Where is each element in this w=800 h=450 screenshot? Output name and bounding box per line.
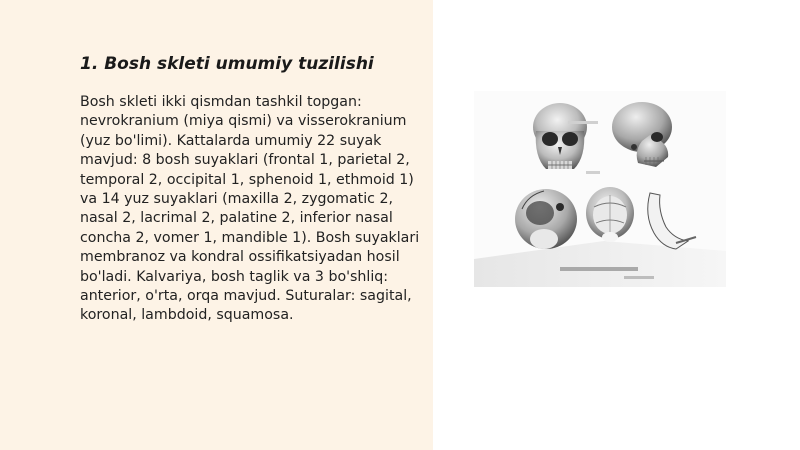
slide-body-text: Bosh skleti ikki qismdan tashkil topgan: nevrokranium (miya qismi) va visserokranium (yuz bo'limi). Kattalarda umumiy 22 suyak mavjud: 8 bosh suyaklari (frontal 1, parietal 2, temporal 2, occipital 1, sphenoid 1, ethmoid 1) va 14 yuz suyaklari (maxilla 2, zygomatic 2, nasal 2, lacrimal 2, palatine 2, inferior nasal concha 2, vomer 1, mandible 1). Bosh suyaklari membranoz va kondral ossifikatsiyadan hosil bo'ladi. Kalvariya, bosh taglik va 3 bo'shliq: anterior, o'rta, orqa mavjud. Suturalar: sagital, koronal, lambdoid, squamosa. [80, 94, 420, 324]
skull-front-view [533, 103, 587, 169]
skull-base-view [515, 189, 577, 249]
slide-title: 1. Bosh skleti umumiy tuzilishi [80, 54, 374, 74]
skull-anatomy-figure [474, 91, 726, 287]
